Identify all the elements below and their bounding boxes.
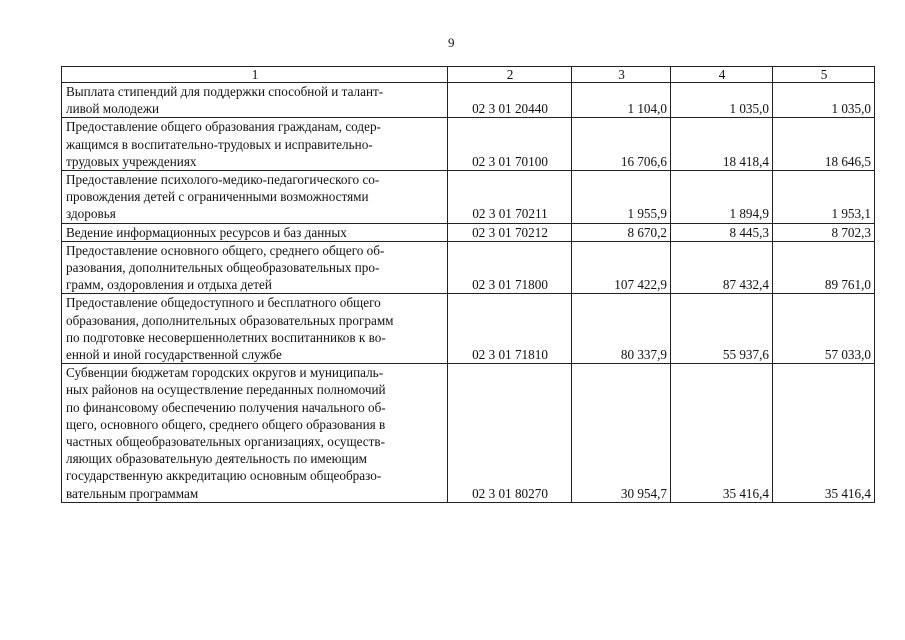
table-row — [62, 118, 875, 171]
value-col3-cell: 1 104,0 — [572, 83, 671, 118]
column-header: 4 — [671, 67, 773, 83]
value-col4-cell: 55 937,6 — [671, 294, 773, 364]
row-name-line: по финансовому обеспечению получения начального об- — [66, 399, 386, 415]
table-row — [62, 83, 875, 118]
row-name-line: здоровья — [66, 206, 116, 222]
header-row — [62, 67, 875, 83]
value-col3-cell: 30 954,7 — [572, 364, 671, 503]
row-name-line: Предоставление психолого-медико-педагогического со- — [66, 172, 380, 188]
budget-code-cell: 02 3 01 80270 — [448, 364, 572, 503]
value-col3-cell: 80 337,9 — [572, 294, 671, 364]
row-name-cell — [62, 171, 448, 224]
row-name-line: Предоставление основного общего, среднего общего об- — [66, 242, 385, 258]
row-name-line: ных районов на осуществление переданных полномочий — [66, 382, 386, 398]
column-header: 5 — [773, 67, 875, 83]
row-name-line: енной и иной государственной службе — [66, 347, 282, 363]
row-name-cell — [62, 241, 448, 294]
row-name-line: ливой молодежи — [66, 101, 160, 117]
value-col3-cell: 1 955,9 — [572, 171, 671, 224]
value-col3-cell: 8 670,2 — [572, 223, 671, 241]
row-name-line: по подготовке несовершеннолетних воспитанников к во- — [66, 329, 386, 345]
budget-table — [61, 66, 875, 503]
budget-code-cell: 02 3 01 71810 — [448, 294, 572, 364]
table-row — [62, 364, 875, 503]
value-col5-cell: 8 702,3 — [773, 223, 875, 241]
page-number: 9 — [448, 35, 455, 50]
row-name-cell — [62, 294, 448, 364]
budget-code-cell: 02 3 01 70211 — [448, 171, 572, 224]
row-name-cell — [62, 364, 448, 503]
row-name-line: вательным программам — [66, 485, 199, 501]
table-row — [62, 241, 875, 294]
row-name-line: трудовых учреждениях — [66, 153, 197, 169]
row-name-cell — [62, 83, 448, 118]
row-name-line: государственную аккредитацию основным общеобразо- — [66, 468, 382, 484]
row-name-line: Предоставление общего образования гражданам, содер- — [66, 119, 381, 135]
table-row — [62, 171, 875, 224]
value-col5-cell: 89 761,0 — [773, 241, 875, 294]
row-name-line: щего, основного общего, среднего общего образования в — [66, 416, 386, 432]
value-col3-cell: 16 706,6 — [572, 118, 671, 171]
budget-code-cell: 02 3 01 70212 — [448, 223, 572, 241]
column-header: 3 — [572, 67, 671, 83]
value-col4-cell: 1 894,9 — [671, 171, 773, 224]
value-col4-cell: 87 432,4 — [671, 241, 773, 294]
row-name-line: провождения детей с ограниченными возможностями — [66, 189, 369, 205]
row-name-line: жащимся в воспитательно-трудовых и исправительно- — [66, 136, 373, 152]
value-col5-cell: 57 033,0 — [773, 294, 875, 364]
row-name-line: грамм, оздоровления и отдыха детей — [66, 277, 272, 293]
value-col4-cell: 35 416,4 — [671, 364, 773, 503]
row-name-line: Ведение информационных ресурсов и баз данных — [66, 224, 347, 240]
row-name-line: Выплата стипендий для поддержки способной и талант- — [66, 84, 384, 99]
row-name-cell — [62, 118, 448, 171]
budget-code-cell: 02 3 01 70100 — [448, 118, 572, 171]
value-col5-cell: 1 035,0 — [773, 83, 875, 118]
value-col5-cell: 1 953,1 — [773, 171, 875, 224]
row-name-line: разования, дополнительных общеобразовательных про- — [66, 260, 380, 276]
table-row — [62, 223, 875, 241]
row-name-cell — [62, 223, 448, 241]
row-name-line: ляющих образовательную деятельность по имеющим — [66, 451, 368, 467]
row-name-line: частных общеобразовательных организациях, осуществ- — [66, 434, 386, 450]
column-header: 1 — [62, 67, 448, 83]
value-col4-cell: 1 035,0 — [671, 83, 773, 118]
row-name-line: Субвенции бюджетам городских округов и муниципаль- — [66, 365, 384, 381]
value-col5-cell: 35 416,4 — [773, 364, 875, 503]
budget-code-cell: 02 3 01 20440 — [448, 83, 572, 118]
row-name-line: образования, дополнительных образовательных программ — [66, 312, 394, 328]
budget-code-cell: 02 3 01 71800 — [448, 241, 572, 294]
value-col4-cell: 18 418,4 — [671, 118, 773, 171]
column-header: 2 — [448, 67, 572, 83]
table-row — [62, 294, 875, 364]
value-col5-cell: 18 646,5 — [773, 118, 875, 171]
value-col4-cell: 8 445,3 — [671, 223, 773, 241]
row-name-line: Предоставление общедоступного и бесплатного общего — [66, 295, 381, 311]
value-col3-cell: 107 422,9 — [572, 241, 671, 294]
